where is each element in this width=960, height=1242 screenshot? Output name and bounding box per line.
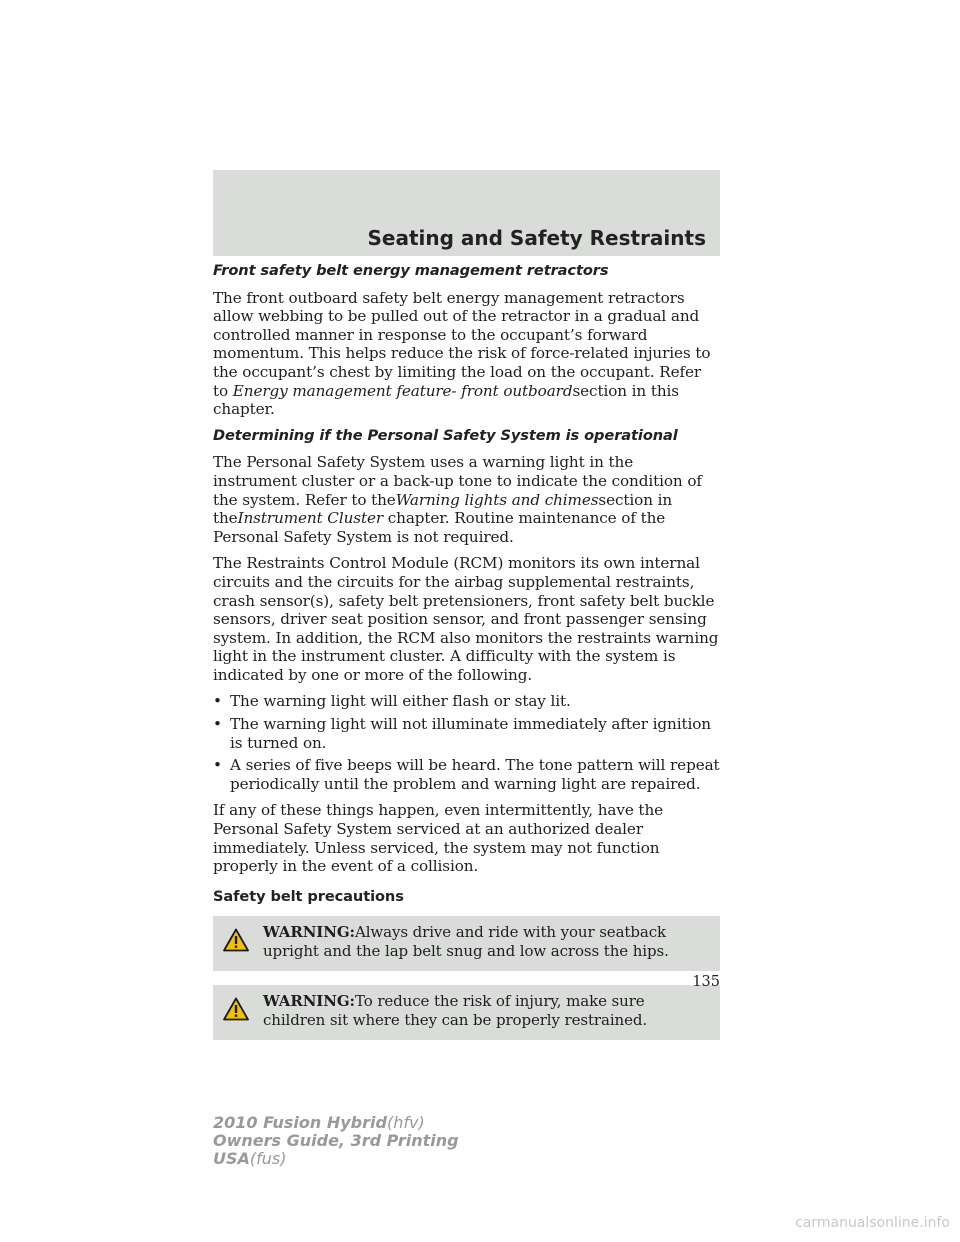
warning-label: WARNING: <box>263 992 355 1011</box>
warning-box <box>213 985 720 1040</box>
bullet-icon: • <box>213 715 222 734</box>
footer-market: USA <box>213 1149 250 1168</box>
warning-triangle-icon <box>223 928 249 957</box>
page-number: 135 <box>692 974 720 990</box>
footer-model-code: (hfv) <box>386 1113 425 1132</box>
paragraph-operational-2: The Restraints Control Module (RCM) monitors its own internal circuits and the circuits for the airbag supplemental restraints, crash sensor(s), safety belt pretensioners, front safety belt buckle sensors, driver seat position sensor, and front passenger sensing system. In addition, the RCM also monitors the restraints warning light in the instrument cluster. A difficulty with the system is indicated by one or more of the following. <box>213 554 719 684</box>
footer-market-code: (fus) <box>249 1149 287 1168</box>
list-item: • The warning light will either flash or stay lit. <box>213 692 571 711</box>
reference-energy-management: Energy management feature- front outboard <box>232 381 573 400</box>
section-title: Seating and Safety Restraints <box>367 226 706 250</box>
list-item: • A series of five beeps will be heard. The tone pattern will repeat periodically until the problem and warning light are repaired. <box>213 756 720 793</box>
paragraph-operational-1: The Personal Safety System uses a warning light in the instrument cluster or a back-up tone to indicate the condition of the system. Refer to theWarning lights and chimessection in theInstrument Cluster chapter. Routine maintenance of the Personal Safety System is not required. <box>213 453 702 546</box>
paragraph-operational-3: If any of these things happen, even intermittently, have the Personal Safety System serviced at an authorized dealer immediately. Unless serviced, the system may not function properly in the event of a collision. <box>213 801 664 876</box>
bullet-icon: • <box>213 756 222 775</box>
warning-box <box>213 916 720 971</box>
footer-model: 2010 Fusion Hybrid <box>213 1113 387 1132</box>
reference-warning-lights: Warning lights and chimes <box>395 490 599 509</box>
watermark: carmanualsonline.info <box>795 1215 950 1231</box>
warning-triangle-icon <box>223 997 249 1026</box>
paragraph-retractors: The front outboard safety belt energy management retractors allow webbing to be pulled out of the retractor in a gradual and controlled manner in response to the occupant’s forward momentum. This helps reduce the risk of force-related injuries to the occupant’s chest by limiting the load on the occupant. Refer to Energy management feature- front outboardsection in this chapter. <box>213 288 711 419</box>
heading-retractors: Front safety belt energy management retractors <box>213 262 609 279</box>
warning-text: WARNING:To reduce the risk of injury, make sure children sit where they can be properly restrained. <box>263 992 648 1029</box>
heading-operational: Determining if the Personal Safety System is operational <box>213 426 678 444</box>
reference-instrument-cluster: Instrument Cluster <box>237 509 384 528</box>
page-content <box>213 262 720 1054</box>
section-header-band <box>213 170 720 256</box>
heading-precautions: Safety belt precautions <box>213 887 404 905</box>
warning-text: WARNING:Always drive and ride with your seatback upright and the lap belt snug and low across the hips. <box>263 923 669 960</box>
bullet-icon: • <box>213 692 222 711</box>
warning-label: WARNING: <box>263 923 355 942</box>
symptom-list <box>213 692 720 793</box>
list-item: • The warning light will not illuminate immediately after ignition is turned on. <box>213 715 711 752</box>
print-footer <box>213 1114 459 1168</box>
footer-edition: Owners Guide, 3rd Printing <box>213 1131 459 1150</box>
